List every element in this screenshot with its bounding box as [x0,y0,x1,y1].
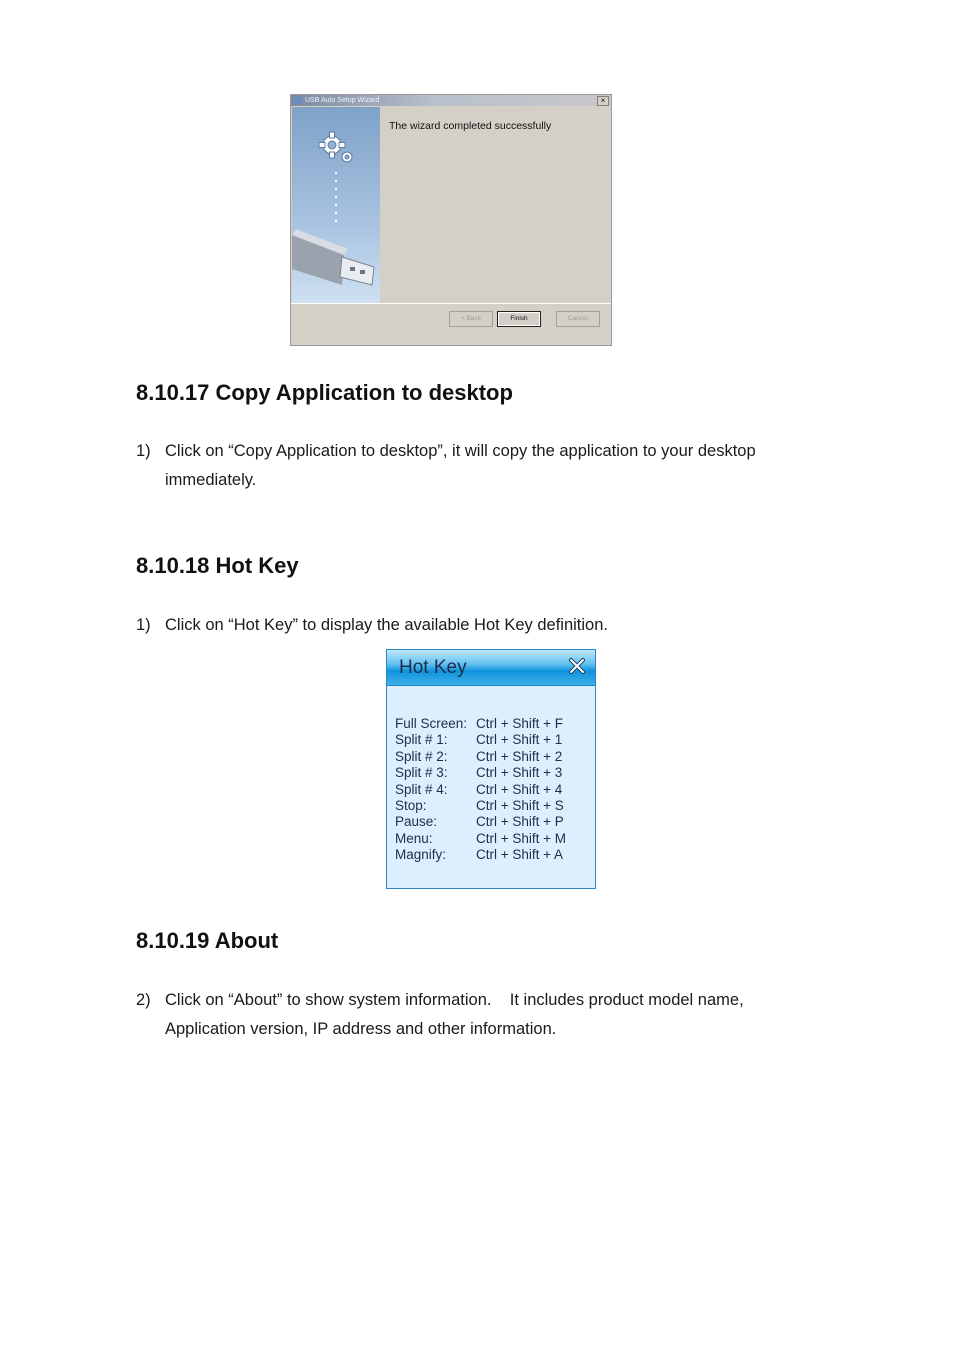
section-heading-copy-application: 8.10.17 Copy Application to desktop [136,380,513,405]
hot-key-name: Split # 4: [395,781,448,797]
wizard-message: The wizard completed successfully [389,120,552,132]
close-icon[interactable]: × [597,96,609,106]
list-item [136,437,826,495]
finish-button[interactable]: Finish [497,311,541,327]
gear-usb-drive-icon [292,107,380,303]
hot-key-name: Split # 2: [395,748,448,764]
hot-key-title: Hot Key [399,657,467,678]
hot-key-name: Magnify: [395,847,447,863]
divider [291,303,611,304]
hot-key-title-bar [387,650,595,686]
hot-key-name: Pause: [395,814,438,830]
hot-key-combo: Ctrl + Shift + 4 [476,781,563,797]
wizard-window-title: USB Auto Setup Wizard [305,97,380,104]
hot-key-combo: Ctrl + Shift + S [476,797,564,813]
close-icon[interactable] [568,657,586,675]
list-number: 2) [136,991,151,1009]
hot-key-combo: Ctrl + Shift + M [476,830,567,846]
wizard-side-art [292,107,380,303]
wizard-screenshot [290,94,612,346]
list-item [136,611,826,640]
hot-key-name: Split # 3: [395,765,448,781]
hot-key-name: Stop: [395,797,427,813]
list-item [136,986,816,1044]
hot-key-combo: Ctrl + Shift + F [476,716,564,731]
list-number: 1) [136,616,151,634]
hot-key-combo: Ctrl + Shift + 1 [476,732,563,748]
section-heading-hot-key: 8.10.18 Hot Key [136,553,299,578]
hot-key-combo: Ctrl + Shift + 2 [476,748,563,764]
back-button[interactable]: < Back [449,311,493,327]
cancel-button[interactable]: Cancel [556,311,600,327]
hot-key-dialog [386,649,596,889]
wizard-title-bar [291,95,611,106]
hot-key-name: Split # 1: [395,732,448,748]
hot-key-combo: Ctrl + Shift + A [476,847,564,863]
hot-key-combo: Ctrl + Shift + 3 [476,765,563,781]
list-item-text: Click on “Copy Application to desktop”, it will copy the application to your desktop immediately. [165,442,756,489]
hot-key-name: Full Screen: [395,716,468,731]
hot-key-combo: Ctrl + Shift + P [476,814,564,830]
section-heading-about: 8.10.19 About [136,928,279,953]
list-item-text: Click on “About” to show system information. It includes product model name, Application version, IP address and other information. [165,991,748,1038]
app-icon [294,97,302,104]
list-number: 1) [136,442,151,460]
hot-key-name: Menu: [395,830,433,846]
list-item-text: Click on “Hot Key” to display the available Hot Key definition. [165,616,608,634]
